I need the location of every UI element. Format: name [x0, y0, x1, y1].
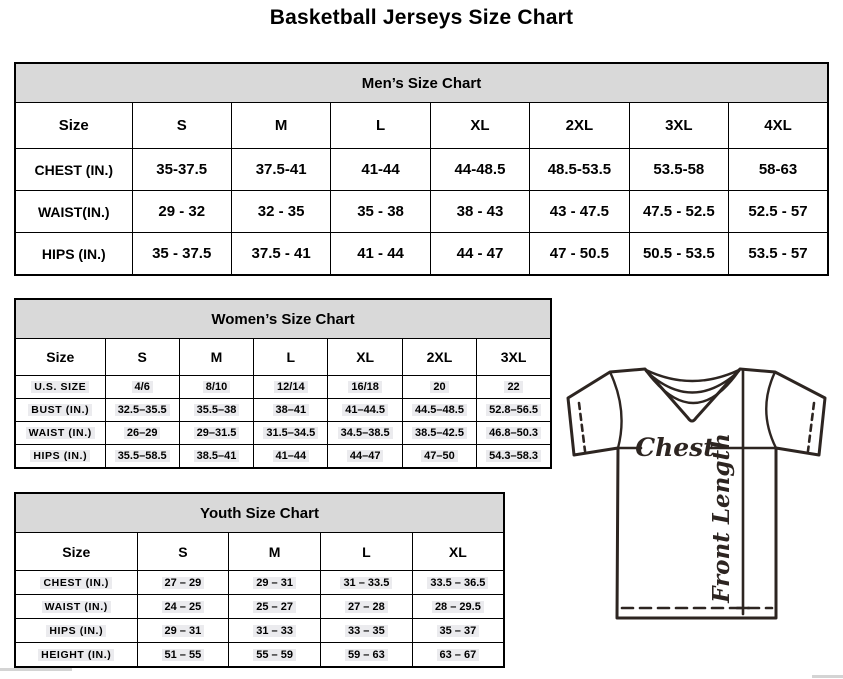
cell-text: HEIGHT (IN.) [38, 649, 114, 661]
cell-text: 47–50 [421, 450, 458, 462]
cell-text: WAIST (IN.) [42, 601, 111, 613]
table-row [15, 191, 828, 233]
cell-text: 35.5–38 [194, 404, 240, 416]
cell-text: U.S. SIZE [31, 381, 89, 393]
size-value-cell [321, 643, 413, 668]
size-value-cell [179, 422, 253, 445]
size-value-cell [477, 376, 551, 399]
mens-table-title: Men’s Size Chart [15, 63, 828, 103]
size-value-cell [254, 422, 328, 445]
row-label [15, 422, 105, 445]
cell-text: 59 – 63 [345, 649, 388, 661]
size-value-cell [179, 399, 253, 422]
cell-text: 63 – 67 [437, 649, 480, 661]
cell-text: 32.5–35.5 [115, 404, 170, 416]
size-header-2xl: 2XL [402, 339, 476, 376]
size-column-header: Size [15, 533, 137, 571]
front-length-label: Front Length [708, 433, 735, 603]
table-header-bar-row [15, 493, 504, 533]
youth-size-table [14, 492, 505, 668]
size-header-3xl: 3XL [477, 339, 551, 376]
table-row [15, 445, 551, 469]
cell-text: 38.5–42.5 [412, 427, 467, 439]
row-label: HIPS (IN.) [15, 233, 132, 276]
size-header-s: S [137, 533, 229, 571]
mens-size-table [14, 62, 829, 276]
size-value-cell [179, 376, 253, 399]
size-value-cell: 35-37.5 [132, 149, 231, 191]
size-value-cell [105, 376, 179, 399]
size-value-cell [229, 619, 321, 643]
size-value-cell: 44-48.5 [430, 149, 529, 191]
size-value-cell: 32 - 35 [231, 191, 330, 233]
armhole-seam-right-icon [766, 372, 776, 448]
cell-text: 24 – 25 [162, 601, 205, 613]
size-value-cell [137, 595, 229, 619]
size-value-cell: 53.5-58 [629, 149, 728, 191]
table-row [15, 595, 504, 619]
page-title: Basketball Jerseys Size Chart [269, 6, 574, 29]
size-value-cell [179, 445, 253, 469]
size-value-cell [402, 399, 476, 422]
cell-text: 27 – 29 [162, 577, 205, 589]
chest-label: Chest [635, 433, 715, 462]
size-header-2xl: 2XL [530, 103, 629, 149]
cell-text: 20 [430, 381, 448, 393]
cell-text: 29 – 31 [162, 625, 205, 637]
column-header-row [15, 533, 504, 571]
size-value-cell [402, 422, 476, 445]
size-value-cell [137, 571, 229, 595]
womens-table-title: Women’s Size Chart [15, 299, 551, 339]
cell-text: HIPS (IN.) [46, 625, 106, 637]
size-value-cell [402, 376, 476, 399]
row-label [15, 445, 105, 469]
cell-text: 29–31.5 [194, 427, 240, 439]
table-header-bar-row [15, 63, 828, 103]
cell-text: 8/10 [203, 381, 230, 393]
cell-text: 52.8–56.5 [486, 404, 541, 416]
size-header-m: M [179, 339, 253, 376]
cell-text: WAIST (IN.) [26, 427, 95, 439]
table-row [15, 233, 828, 276]
size-value-cell: 41-44 [331, 149, 430, 191]
womens-size-table [14, 298, 552, 469]
cell-text: CHEST (IN.) [40, 577, 112, 589]
front-length-line [737, 371, 749, 614]
size-value-cell: 41 - 44 [331, 233, 430, 276]
row-label [15, 643, 137, 668]
scrollbar-fragment [812, 675, 843, 678]
size-value-cell [105, 422, 179, 445]
cell-text: 31 – 33.5 [340, 577, 392, 589]
size-value-cell [477, 399, 551, 422]
size-header-m: M [229, 533, 321, 571]
row-label: WAIST(IN.) [15, 191, 132, 233]
cuff-dash-right-icon [808, 403, 814, 451]
size-value-cell: 37.5-41 [231, 149, 330, 191]
size-value-cell: 44 - 47 [430, 233, 529, 276]
cell-text: 38.5–41 [194, 450, 240, 462]
cell-text: HIPS (IN.) [30, 450, 90, 462]
size-value-cell [412, 595, 504, 619]
table-header-bar-row [15, 299, 551, 339]
size-header-xl: XL [328, 339, 402, 376]
size-value-cell [477, 422, 551, 445]
jersey-measurement-diagram [558, 358, 843, 630]
table-row [15, 399, 551, 422]
youth-table-title: Youth Size Chart [15, 493, 504, 533]
size-header-l: L [331, 103, 430, 149]
size-value-cell: 47 - 50.5 [530, 233, 629, 276]
scrollbar-fragment [0, 668, 72, 671]
row-label: CHEST (IN.) [15, 149, 132, 191]
cell-text: 28 – 29.5 [432, 601, 484, 613]
cell-text: 12/14 [274, 381, 308, 393]
cell-text: 46.8–50.3 [486, 427, 541, 439]
cell-text: 31.5–34.5 [263, 427, 318, 439]
size-value-cell: 35 - 37.5 [132, 233, 231, 276]
cuff-dash-left-icon [579, 403, 585, 451]
cell-text: 31 – 33 [253, 625, 296, 637]
size-value-cell [229, 643, 321, 668]
cell-text: 38–41 [273, 404, 310, 416]
size-header-xl: XL [412, 533, 504, 571]
row-label [15, 399, 105, 422]
cell-text: 51 – 55 [162, 649, 205, 661]
table-row [15, 149, 828, 191]
size-value-cell [137, 643, 229, 668]
size-header-s: S [132, 103, 231, 149]
cell-text: 4/6 [132, 381, 153, 393]
size-value-cell [137, 619, 229, 643]
cell-text: 41–44 [273, 450, 310, 462]
table-row [15, 571, 504, 595]
size-header-s: S [105, 339, 179, 376]
cell-text: 44.5–48.5 [412, 404, 467, 416]
size-value-cell [328, 376, 402, 399]
size-value-cell: 38 - 43 [430, 191, 529, 233]
cell-text: 27 – 28 [345, 601, 388, 613]
column-header-row [15, 339, 551, 376]
cell-text: 29 – 31 [253, 577, 296, 589]
size-value-cell: 29 - 32 [132, 191, 231, 233]
cell-text: 26–29 [124, 427, 161, 439]
size-header-l: L [254, 339, 328, 376]
row-label [15, 376, 105, 399]
collar-rib-icon [646, 370, 739, 381]
row-label [15, 571, 137, 595]
size-value-cell [229, 595, 321, 619]
size-value-cell: 48.5-53.5 [530, 149, 629, 191]
cell-text: BUST (IN.) [28, 404, 92, 416]
size-value-cell [328, 399, 402, 422]
cell-text: 35.5–58.5 [115, 450, 170, 462]
cell-text: 34.5–38.5 [338, 427, 393, 439]
row-label [15, 595, 137, 619]
cell-text: 33 – 35 [345, 625, 388, 637]
armhole-seam-left-icon [610, 372, 622, 448]
size-column-header: Size [15, 103, 132, 149]
size-value-cell [254, 376, 328, 399]
size-column-header: Size [15, 339, 105, 376]
cell-text: 55 – 59 [253, 649, 296, 661]
size-header-l: L [321, 533, 413, 571]
size-value-cell [412, 619, 504, 643]
size-header-3xl: 3XL [629, 103, 728, 149]
size-value-cell [321, 619, 413, 643]
size-value-cell: 37.5 - 41 [231, 233, 330, 276]
table-row [15, 376, 551, 399]
size-value-cell: 50.5 - 53.5 [629, 233, 728, 276]
cell-text: 35 – 37 [437, 625, 480, 637]
row-label [15, 619, 137, 643]
jersey-outline-icon [568, 369, 825, 618]
size-value-cell: 52.5 - 57 [729, 191, 828, 233]
size-value-cell [328, 422, 402, 445]
size-header-m: M [231, 103, 330, 149]
size-value-cell [412, 571, 504, 595]
size-value-cell: 47.5 - 52.5 [629, 191, 728, 233]
size-value-cell: 35 - 38 [331, 191, 430, 233]
size-value-cell [321, 595, 413, 619]
size-value-cell: 43 - 47.5 [530, 191, 629, 233]
table-row [15, 619, 504, 643]
size-value-cell [229, 571, 321, 595]
cell-text: 44–47 [347, 450, 384, 462]
cell-text: 16/18 [348, 381, 382, 393]
table-row [15, 643, 504, 668]
size-header-4xl: 4XL [729, 103, 828, 149]
size-value-cell [412, 643, 504, 668]
cell-text: 54.3–58.3 [486, 450, 541, 462]
size-value-cell: 53.5 - 57 [729, 233, 828, 276]
column-header-row [15, 103, 828, 149]
size-value-cell [254, 445, 328, 469]
size-header-xl: XL [430, 103, 529, 149]
size-value-cell [321, 571, 413, 595]
size-value-cell [105, 399, 179, 422]
size-value-cell [328, 445, 402, 469]
size-value-cell [105, 445, 179, 469]
table-row [15, 422, 551, 445]
size-value-cell [402, 445, 476, 469]
cell-text: 22 [504, 381, 522, 393]
size-value-cell [477, 445, 551, 469]
cell-text: 41–44.5 [342, 404, 388, 416]
size-value-cell: 58-63 [729, 149, 828, 191]
cell-text: 25 – 27 [253, 601, 296, 613]
size-value-cell [254, 399, 328, 422]
cell-text: 33.5 – 36.5 [427, 577, 488, 589]
